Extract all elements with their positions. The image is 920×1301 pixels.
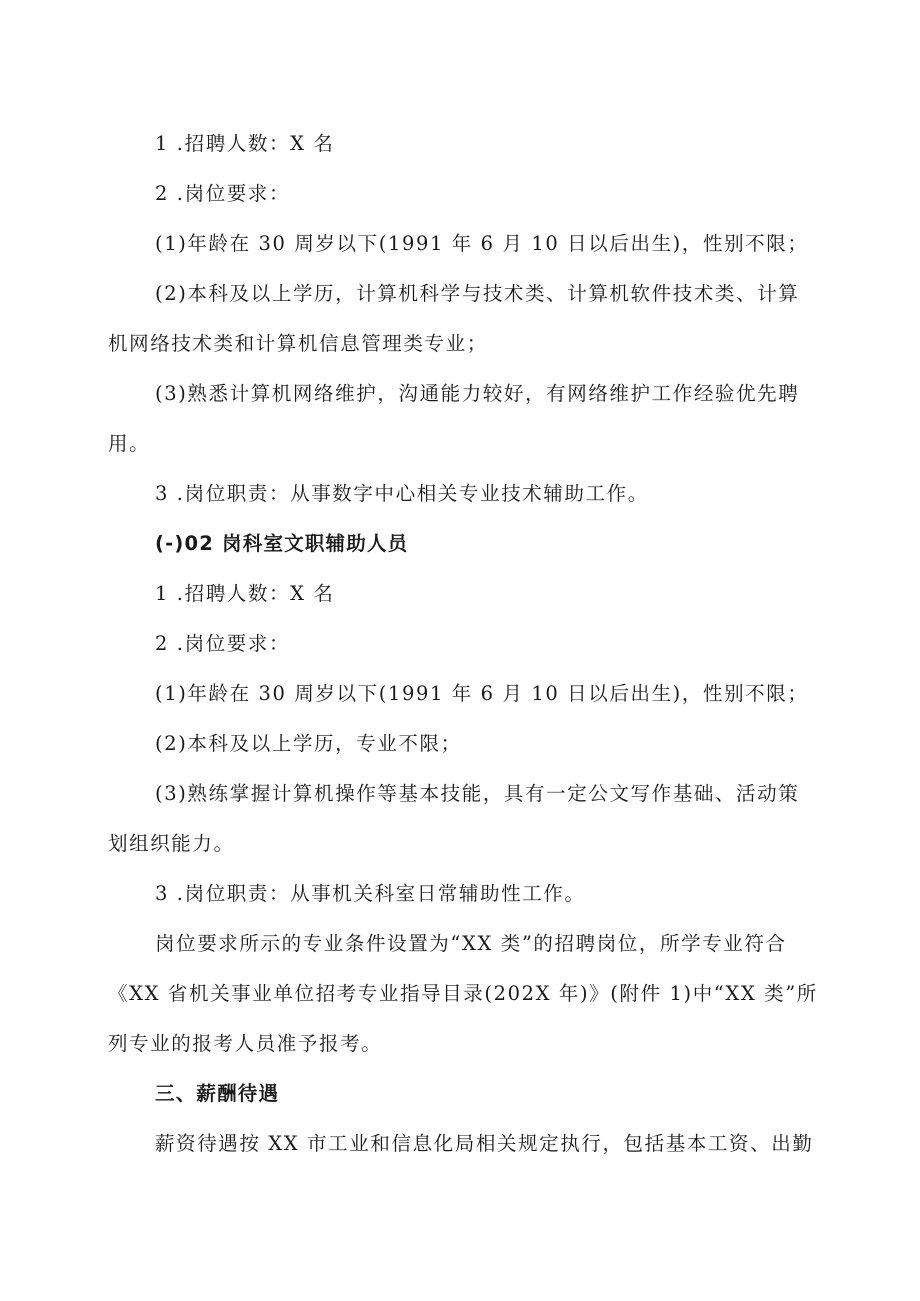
post2-requirement-skills-line1: (3)熟练掌握计算机操作等基本技能，具有一定公文写作基础、活动策 <box>155 782 800 805</box>
major-note-line2: 《XX 省机关事业单位招考专业指导目录(202X 年)》(附件 1)中“XX 类”所 <box>108 982 818 1005</box>
post2-requirement-skills-line2: 划组织能力。 <box>108 832 235 855</box>
post1-requirement-skills-line1: (3)熟悉计算机网络维护，沟通能力较好，有网络维护工作经验优先聘 <box>155 382 800 405</box>
post1-requirement-skills-line2: 用。 <box>108 432 151 455</box>
post2-heading: (-)02 岗科室文职辅助人员 <box>155 532 409 555</box>
post2-duties: 3 .岗位职责：从事机关科室日常辅助性工作。 <box>155 882 586 905</box>
major-note-line1: 岗位要求所示的专业条件设置为“XX 类”的招聘岗位，所学专业符合 <box>155 932 787 955</box>
post1-requirement-age: (1)年龄在 30 周岁以下(1991 年 6 月 10 日以后出生)，性别不限； <box>155 232 809 255</box>
post1-requirements-heading: 2 .岗位要求： <box>155 182 291 205</box>
major-note-line3: 列专业的报考人员准予报考。 <box>108 1032 383 1055</box>
post1-recruit-count: 1 .招聘人数：X 名 <box>155 132 335 155</box>
salary-text-line1: 薪资待遇按 XX 市工业和信息化局相关规定执行，包括基本工资、出勤 <box>155 1132 814 1155</box>
post1-requirement-education-line1: (2)本科及以上学历，计算机科学与技术类、计算机软件技术类、计算 <box>155 282 800 305</box>
post1-requirement-education-line2: 机网络技术类和计算机信息管理类专业； <box>108 332 488 355</box>
post2-recruit-count: 1 .招聘人数：X 名 <box>155 582 335 605</box>
post2-requirement-age: (1)年龄在 30 周岁以下(1991 年 6 月 10 日以后出生)，性别不限； <box>155 682 809 705</box>
post2-requirements-heading: 2 .岗位要求： <box>155 632 291 655</box>
salary-heading: 三、薪酬待遇 <box>155 1082 280 1105</box>
post1-duties: 3 .岗位职责：从事数字中心相关专业技术辅助工作。 <box>155 482 649 505</box>
post2-requirement-education: (2)本科及以上学历，专业不限； <box>155 732 462 755</box>
